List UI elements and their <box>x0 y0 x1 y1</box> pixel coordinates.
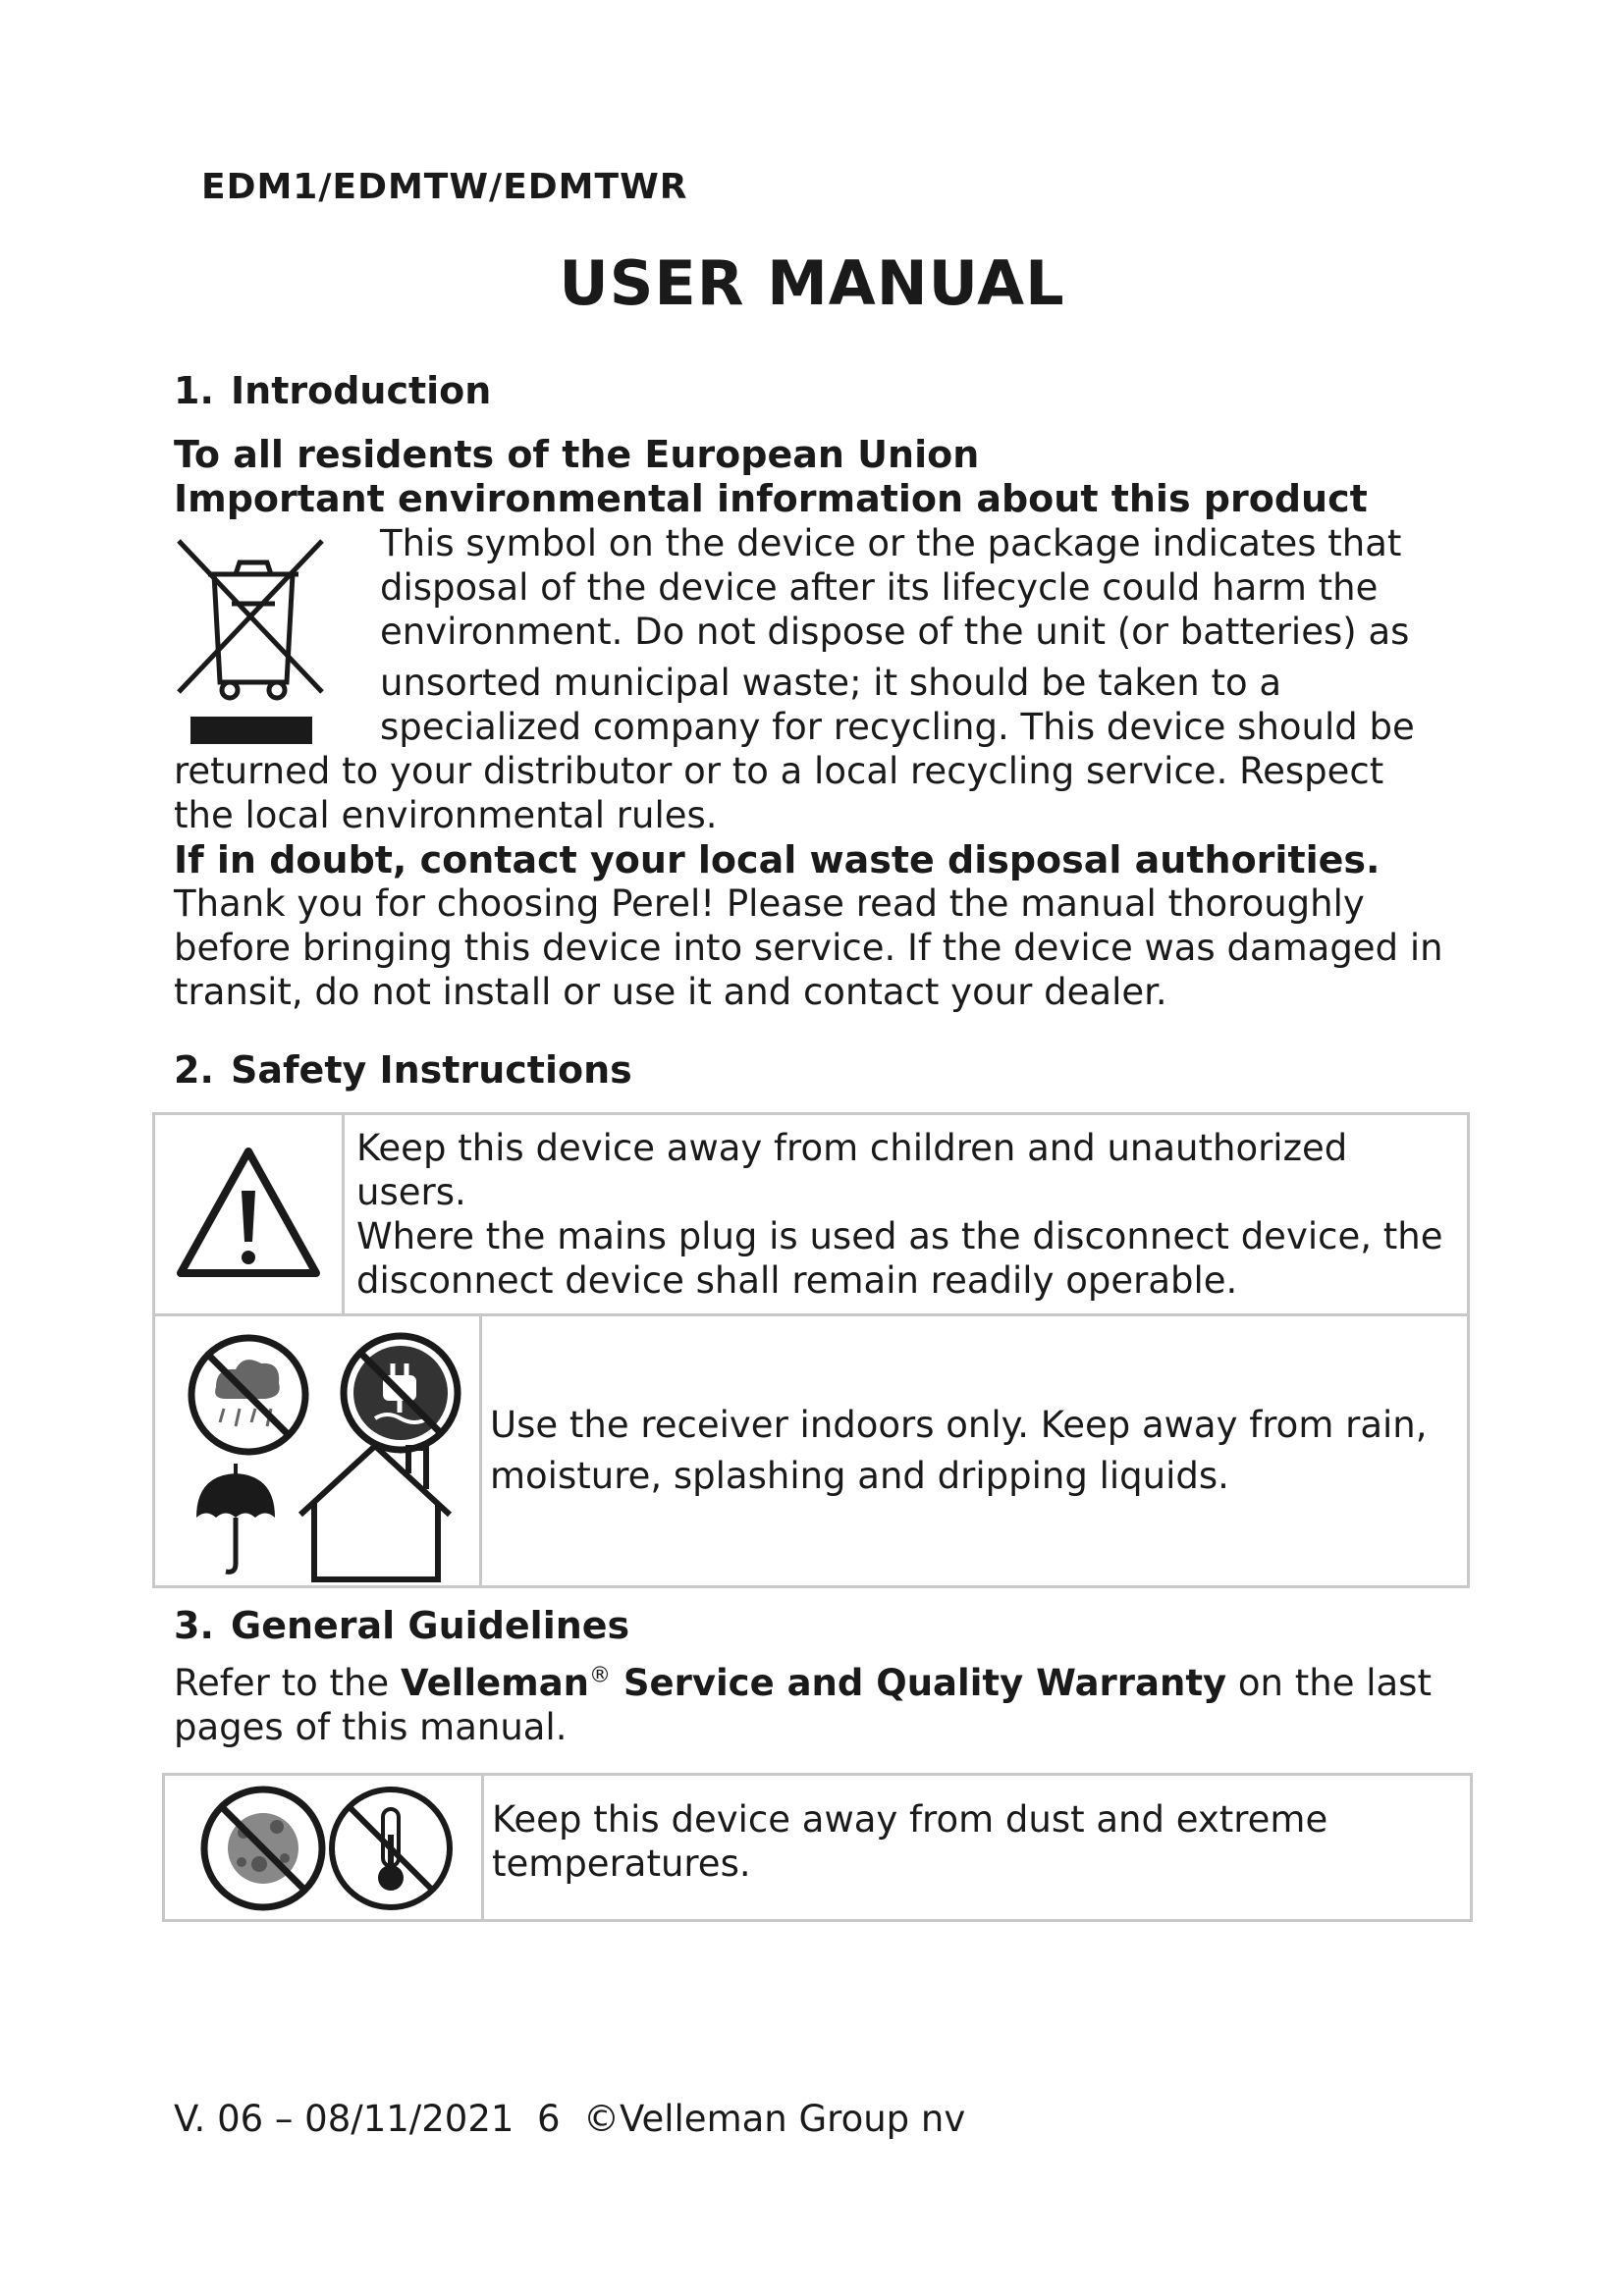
safety-text-line: disconnect device shall remain readily operable. <box>356 1259 1238 1302</box>
doubt-notice: If in doubt, contact your local waste disposal authorities. <box>174 838 1380 881</box>
warranty-reference-line2: pages of this manual. <box>174 1706 568 1748</box>
thanks-text-line: transit, do not install or use it and contact your dealer. <box>174 971 1167 1013</box>
section-2-heading <box>174 1048 632 1092</box>
thanks-text-line: Thank you for choosing Perel! Please read the manual thoroughly <box>174 882 1365 925</box>
guidelines-table <box>162 1773 1473 1922</box>
warranty-brand: Velleman <box>400 1662 589 1704</box>
safety-warning-table <box>152 1112 1470 1316</box>
warning-text-cell <box>344 1114 1469 1315</box>
safety-text-line: Use the receiver indoors only. Keep away from rain, <box>490 1404 1428 1446</box>
registered-mark: ® <box>589 1663 611 1688</box>
section-number: 2. <box>174 1048 214 1092</box>
warranty-post: on the last <box>1226 1662 1432 1704</box>
weee-bin-icon <box>175 535 332 753</box>
warranty-reference <box>174 1662 1432 1704</box>
env-text-line: unsorted municipal waste; it should be taken to a <box>380 662 1282 704</box>
section-number: 1. <box>174 369 214 412</box>
guideline-text-line: temperatures. <box>492 1842 751 1885</box>
section-title: General Guidelines <box>231 1604 630 1647</box>
indoor-house-icon <box>300 1446 450 1579</box>
indoor-text-cell <box>481 1315 1469 1587</box>
no-water-plug-icon <box>344 1336 458 1450</box>
safety-text-line: users. <box>356 1171 466 1213</box>
no-extreme-temperature-icon <box>332 1789 450 1907</box>
warranty-title: Service and Quality Warranty <box>611 1662 1227 1704</box>
section-number: 3. <box>174 1604 214 1647</box>
footer-page-number: 6 <box>536 2098 561 2140</box>
section-1-heading <box>174 369 491 412</box>
section-title: Safety Instructions <box>231 1048 632 1092</box>
dust-temp-text-cell <box>483 1775 1472 1921</box>
safety-text-line: Where the mains plug is used as the disconnect device, the <box>356 1215 1443 1257</box>
guideline-text-line: Keep this device away from dust and extreme <box>492 1798 1328 1841</box>
no-dust-icon <box>204 1789 322 1907</box>
thanks-text-line: before bringing this device into service. If the device was damaged in <box>174 927 1443 969</box>
model-number: EDM1/EDMTW/EDMTWR <box>201 167 688 207</box>
warranty-pre: Refer to the <box>174 1662 401 1704</box>
footer-version: V. 06 – 08/11/2021 <box>174 2098 514 2140</box>
env-heading: Important environmental information about this product <box>174 477 1368 520</box>
safety-indoor-table <box>152 1313 1470 1588</box>
dust-temp-icons-cell <box>164 1775 483 1921</box>
warning-icon-cell <box>154 1114 344 1315</box>
env-text-line: the local environmental rules. <box>174 794 718 836</box>
eu-heading: To all residents of the European Union <box>174 433 980 476</box>
safety-text-line: moisture, splashing and dripping liquids. <box>490 1455 1229 1497</box>
env-text-line: disposal of the device after its lifecycle could harm the <box>380 566 1379 609</box>
umbrella-icon <box>196 1464 275 1572</box>
env-text-line: environment. Do not dispose of the unit (or batteries) as <box>380 611 1410 653</box>
warning-triangle-icon <box>175 1144 322 1281</box>
safety-text-line: Keep this device away from children and unauthorized <box>356 1127 1348 1169</box>
section-title: Introduction <box>231 369 492 412</box>
page-title: USER MANUAL <box>559 247 1065 319</box>
indoor-icons-cell <box>154 1315 481 1587</box>
section-3-heading <box>174 1604 629 1647</box>
page-footer <box>174 2098 965 2140</box>
no-rain-icon <box>191 1338 305 1452</box>
indoor-icons-group <box>155 1316 479 1585</box>
env-text-line: returned to your distributor or to a local recycling service. Respect <box>174 750 1384 792</box>
env-text-line: This symbol on the device or the package indicates that <box>380 522 1402 564</box>
footer-copyright: ©Velleman Group nv <box>583 2098 966 2140</box>
env-text-line: specialized company for recycling. This device should be <box>380 706 1415 748</box>
dust-temp-icons-group <box>165 1776 481 1919</box>
